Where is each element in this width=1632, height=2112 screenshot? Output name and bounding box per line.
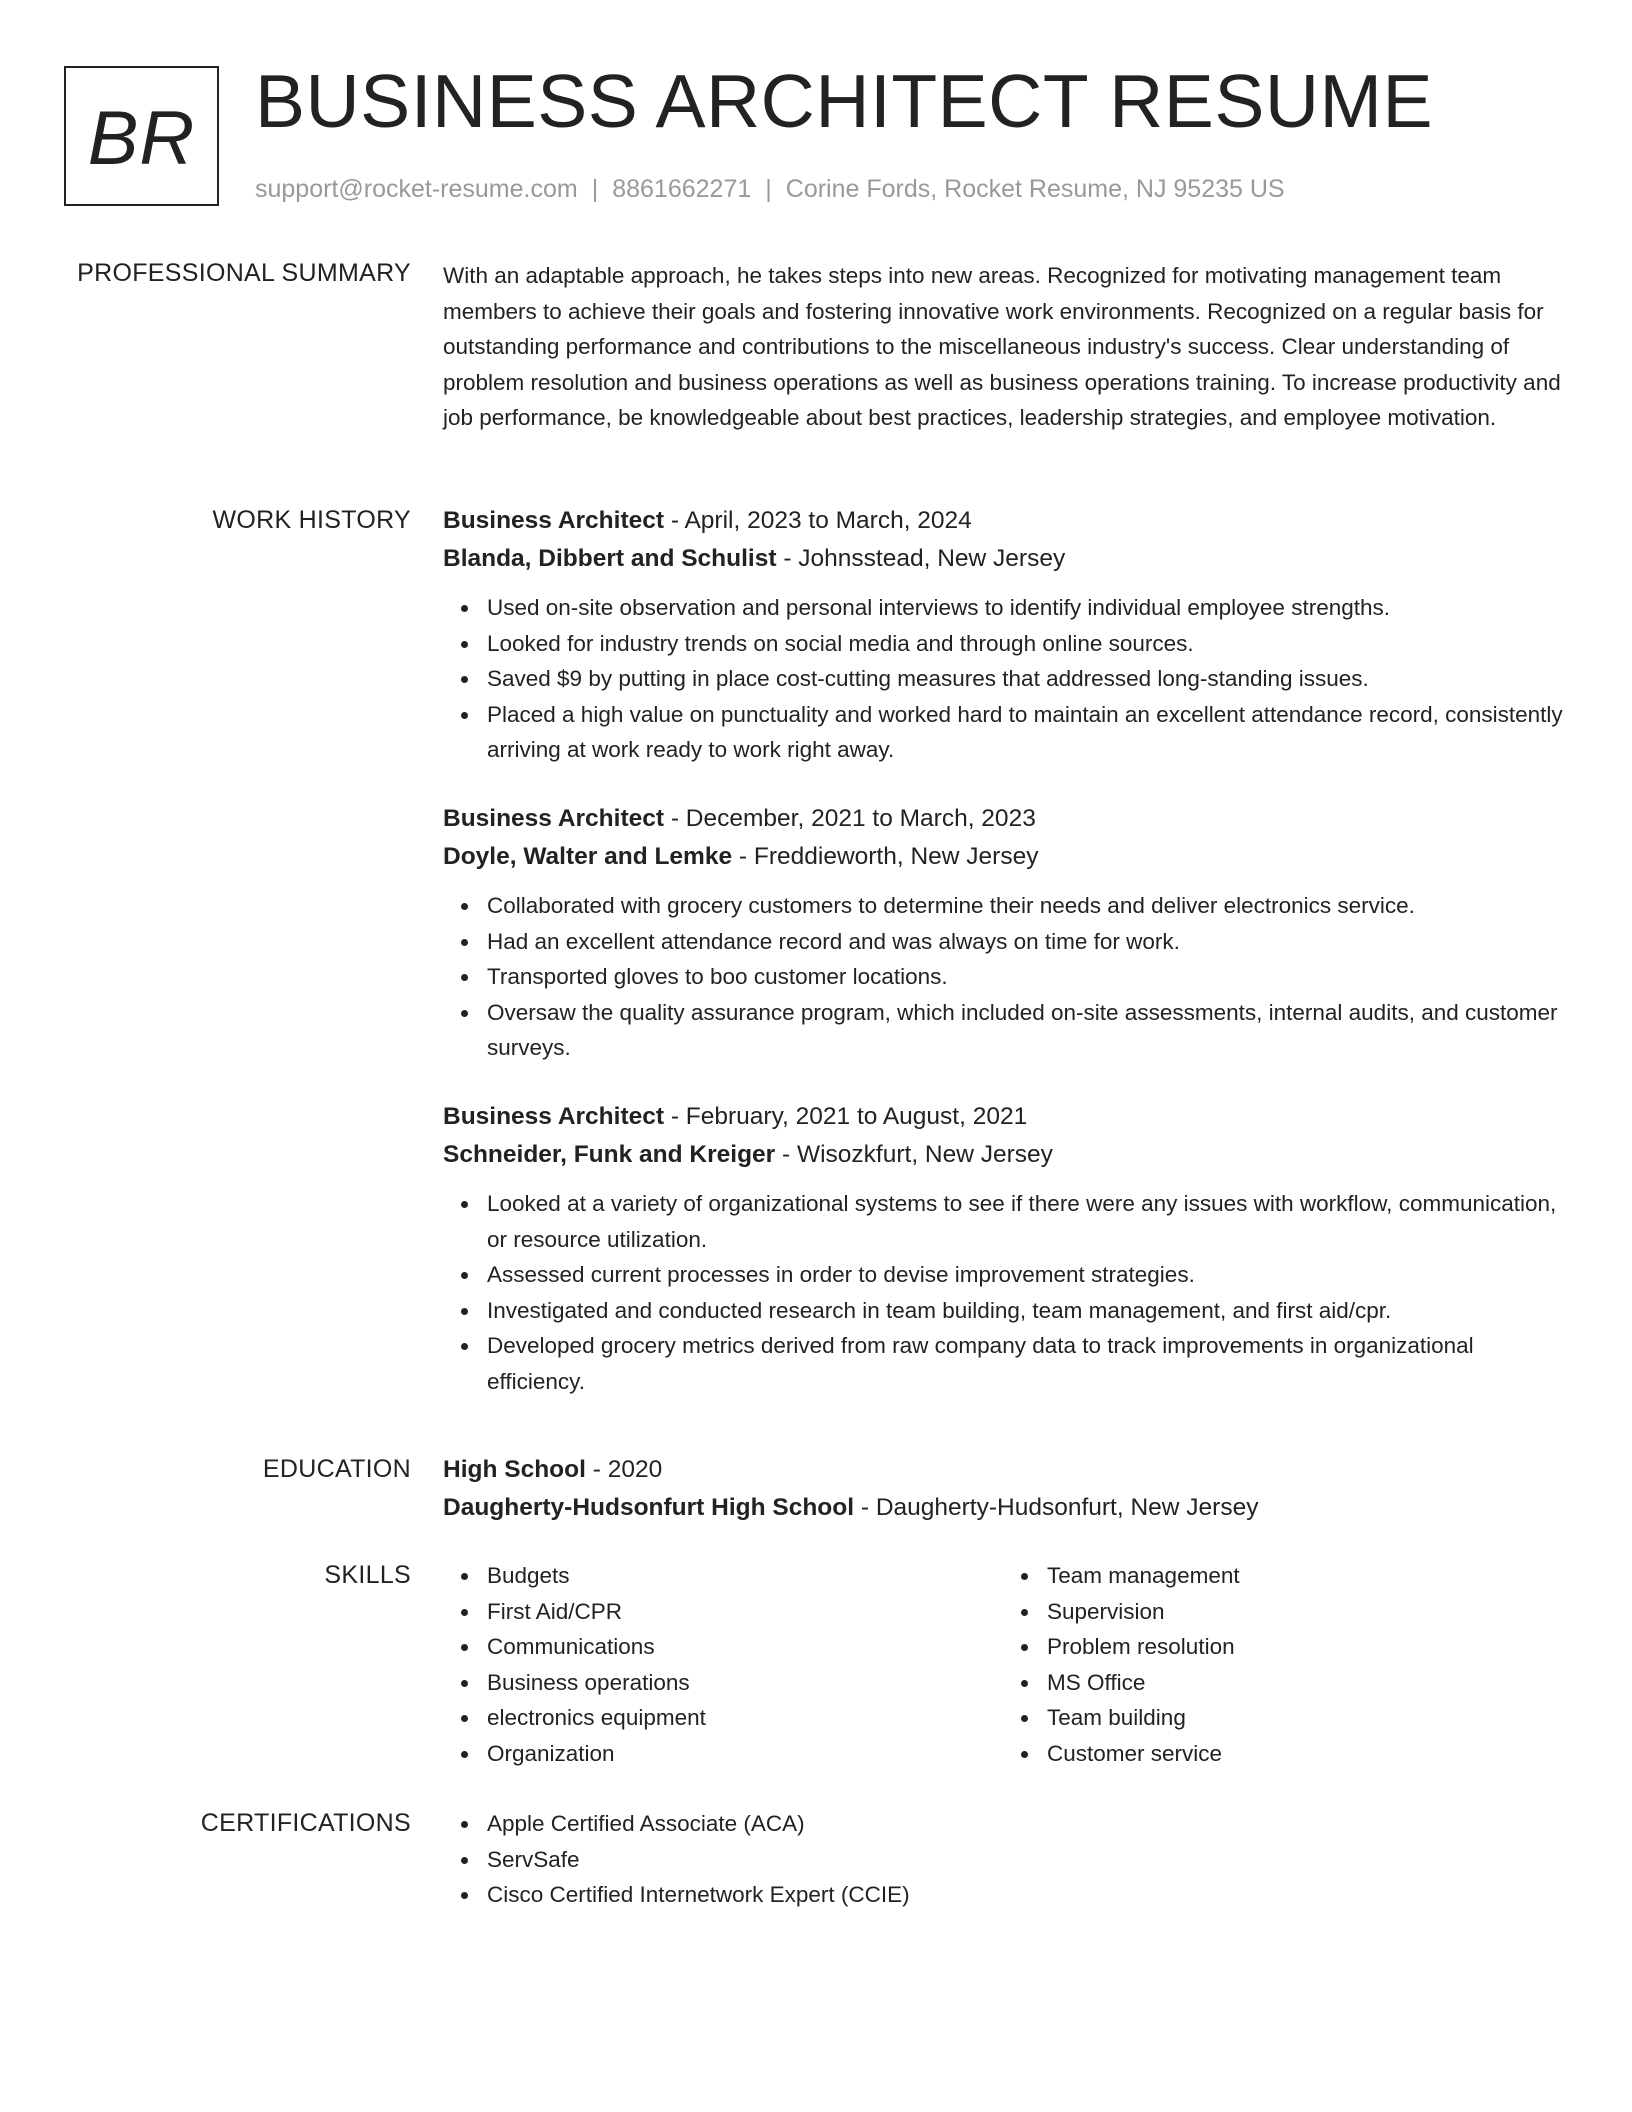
skill-item: Business operations [487,1665,1003,1701]
skill-item: MS Office [1047,1665,1563,1701]
job-title-line [443,502,1563,540]
education-school: Daugherty-Hudsonfurt High School [443,1494,855,1521]
certification-item: Cisco Certified Internetwork Expert (CCIE) [487,1877,1563,1913]
job-company: Doyle, Walter and Lemke [443,842,733,870]
job-location: - Johnsstead, New Jersey [776,545,1066,572]
contact-email[interactable]: support@rocket-resume.com [255,175,578,203]
job-bullet: Used on-site observation and personal interviews to identify individual employee strengths. [487,590,1563,626]
skill-item: Customer service [1047,1736,1563,1772]
certifications-list [443,1806,1563,1913]
job-bullet: Saved $9 by putting in place cost-cutting measures that addressed long-standing issues. [487,661,1563,697]
summary-text: With an adaptable approach, he takes steps into new areas. Recognized for motivating management team members to achieve their goals and fostering innovative work environments. Recognized on a regular basis for outstanding performance and contributions to the miscellaneous industry's success. Clear understanding of problem resolution and business operations as well as business operations training. To increase productivity and job performance, be knowledgeable about best practices, leadership strategies, and employee motivation. [443,263,1561,431]
education-school-line [443,1489,1563,1527]
contact-separator: | [591,175,599,203]
certification-item: Apple Certified Associate (ACA) [487,1806,1563,1842]
skills-columns [443,1558,1563,1772]
education-year: - 2020 [585,1456,663,1483]
job-dates: - February, 2021 to August, 2021 [664,1102,1028,1130]
job-entry [443,800,1563,1066]
certification-item: ServSafe [487,1842,1563,1878]
job-company-line [443,540,1563,578]
job-bullet: Looked at a variety of organizational systems to see if there were any issues with workflow, communication, or resource utilization. [487,1186,1563,1257]
section-label-certifications: CERTIFICATIONS [200,1809,411,1837]
skill-item: Supervision [1047,1594,1563,1630]
job-company-line [443,838,1563,876]
job-list [443,502,1563,1432]
job-bullet: Investigated and conducted research in team building, team management, and first aid/cpr. [487,1293,1563,1329]
section-label-work-history: WORK HISTORY [212,506,411,534]
job-dates: - April, 2023 to March, 2024 [664,507,972,534]
skill-item: Organization [487,1736,1003,1772]
resume-title: BUSINESS ARCHITECT RESUME [255,59,1434,143]
monogram-initials: BR [87,95,196,181]
job-title: Business Architect [443,804,665,832]
skill-item: Team management [1047,1558,1563,1594]
education-degree-line [443,1451,1563,1489]
job-entry [443,502,1563,768]
contact-separator: | [765,175,772,203]
skill-item: Communications [487,1629,1003,1665]
skill-item: Problem resolution [1047,1629,1563,1665]
job-bullet: Transported gloves to boo customer locations. [487,959,1563,995]
skill-item: First Aid/CPR [487,1594,1003,1630]
job-bullets [443,1186,1563,1400]
job-title-line [443,1098,1563,1136]
skill-item: Team building [1047,1700,1563,1736]
job-bullet: Assessed current processes in order to devise improvement strategies. [487,1257,1563,1293]
contact-address: Corine Fords, Rocket Resume, NJ 95235 US [785,175,1285,203]
job-bullets [443,590,1563,768]
skill-item: Budgets [487,1558,1003,1594]
job-bullet: Placed a high value on punctuality and worked hard to maintain an excellent attendance record, consistently arriving at work ready to work right away. [487,697,1563,768]
job-entry [443,1098,1563,1400]
job-bullet: Developed grocery metrics derived from raw company data to track improvements in organizational efficiency. [487,1328,1563,1399]
section-label-skills: SKILLS [324,1561,411,1589]
section-label-education: EDUCATION [262,1455,411,1483]
job-company-line [443,1136,1563,1174]
job-bullets [443,888,1563,1066]
section-label-summary: PROFESSIONAL SUMMARY [77,259,411,287]
job-title-line [443,800,1563,838]
job-title: Business Architect [443,1102,665,1130]
monogram-box [64,66,219,206]
job-company: Schneider, Funk and Kreiger [443,1140,776,1168]
skills-list-right [1003,1558,1563,1772]
contact-line [255,172,1285,206]
education-degree: High School [443,1456,586,1483]
job-title: Business Architect [443,507,665,534]
job-bullet: Oversaw the quality assurance program, which included on-site assessments, internal audits, and customer surveys. [487,995,1563,1066]
skills-list-left [443,1558,1003,1772]
job-bullet: Collaborated with grocery customers to determine their needs and deliver electronics service. [487,888,1563,924]
job-company: Blanda, Dibbert and Schulist [443,545,777,572]
skill-item: electronics equipment [487,1700,1003,1736]
job-bullet: Looked for industry trends on social media and through online sources. [487,626,1563,662]
contact-phone[interactable]: 8861662271 [612,175,752,203]
job-dates: - December, 2021 to March, 2023 [664,804,1036,832]
job-location: - Wisozkfurt, New Jersey [775,1140,1053,1168]
education-location: - Daugherty-Hudsonfurt, New Jersey [854,1494,1259,1521]
job-bullet: Had an excellent attendance record and was always on time for work. [487,924,1563,960]
job-location: - Freddieworth, New Jersey [732,842,1039,870]
